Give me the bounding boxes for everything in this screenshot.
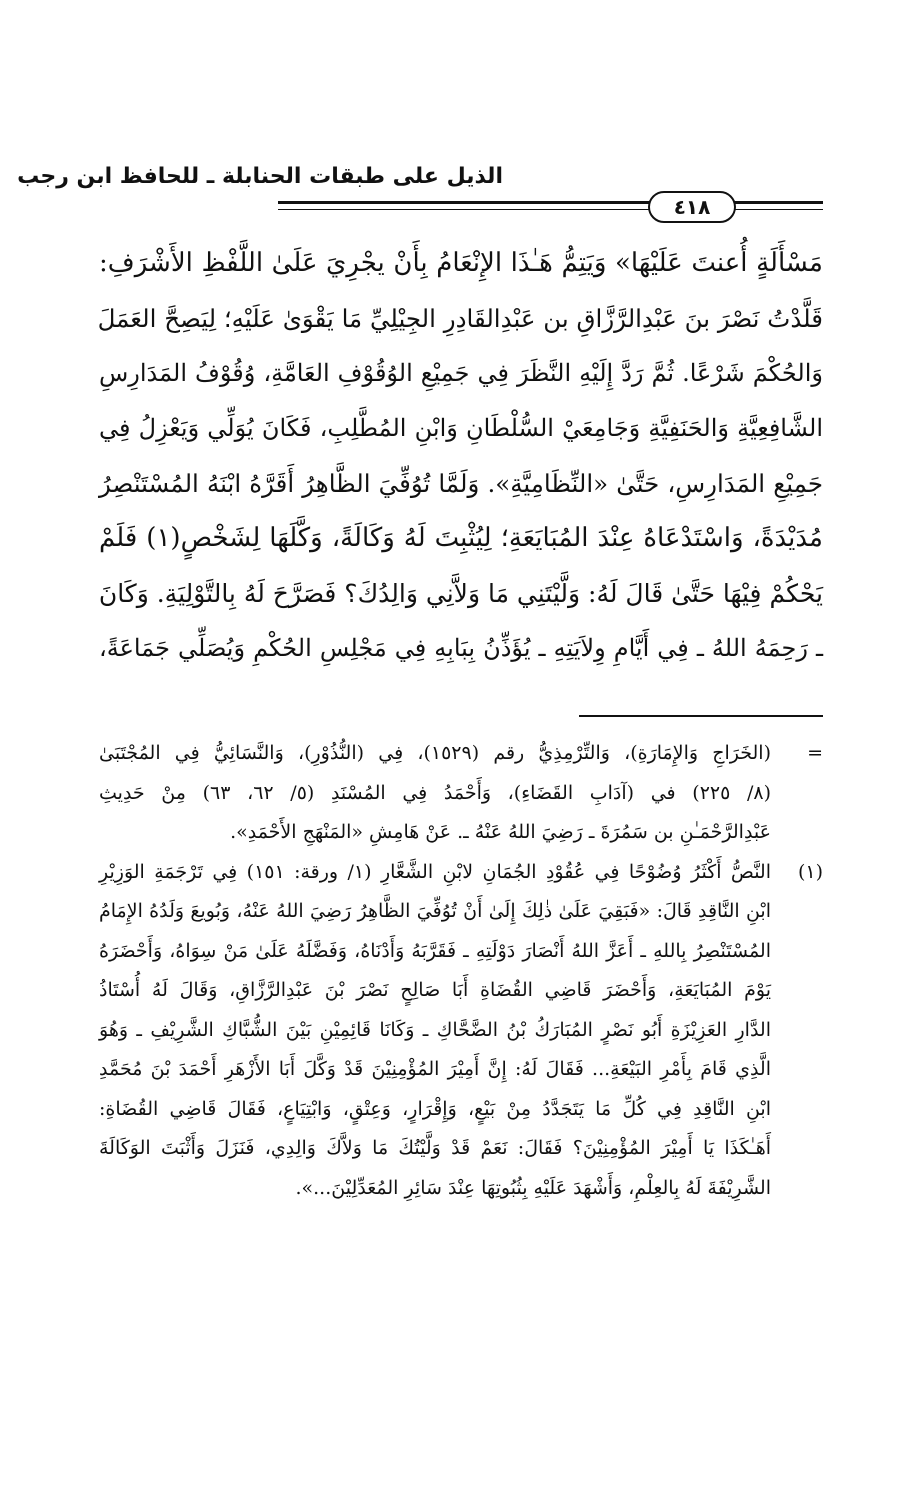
footnote-line — [99, 1090, 823, 1130]
footnote-text: عَبْدِالرَّحْمَـٰنِ بن سَمُرَةَ ـ رَضِيَ اللهُ عَنْهُ ـ. عَنْ هَامِشِ «المَنْهَجِ الأَحْمَدِ». — [230, 821, 771, 843]
footnote-line — [99, 971, 823, 1011]
main-text-line: ـ رَحِمَهُ اللهُ ـ فِي أَيَّامِ وِلاَيَتِهِ ـ يُؤَذِّنُ بِبَابِهِ فِي مَجْلِسِ الحُكْمِ وَيُصَلِّي جَمَاعَةً، — [99, 634, 823, 662]
main-text-line: مُدَيْدَةً، وَاسْتَدْعَاهُ عِنْدَ المُبَايَعَةِ؛ لِيُثْبِتَ لَهُ وَكَالَةً، وَكَّلَهَا لِشَخْصٍ(١) فَلَمْ — [99, 523, 823, 553]
main-text-line: قَلَّدْتُ نَصْرَ بنَ عَبْدِالرَّزَّاقِ بن عَبْدِالقَادِرِ الجِيْلِيِّ مَا يَقْوَىٰ عَلَيْهِ؛ لِيَصِحَّ العَمَلَ — [97, 304, 823, 333]
footnote-separator — [579, 715, 823, 717]
footnote-text: المُسْتَنْصِرُ بِاللهِ ـ أَعَزَّ اللهُ أَنْصَارَ دَوْلَتِهِ ـ فَقَرَّبَهُ وَأَدْنَاهُ، وَفَضَّلَهُ عَلَىٰ مَنْ سِوَاهُ، وَأَحْضَرَهُ — [99, 939, 771, 962]
footnote-line — [99, 734, 823, 774]
footnote-text: ابْنِ النَّاقِدِ فِي كُلِّ مَا يَتَجَدَّدُ مِنْ بَيْعٍ، وَإِقْرَارٍ، وَعِتْقٍ، وَابْتِيَاعٍ، فَقَالَ قَاضِي القُضَاةِ: — [99, 1097, 771, 1120]
footnote-text: ابْنِ النَّاقِدِ قَالَ: «فَبَقِيَ عَلَىٰ ذٰلِكَ إِلَىٰ أَنْ تُوُفِّيَ الظَّاهِرُ رَضِيَ اللهُ عَنْهُ، وَبُويعَ وَلَدُهُ الإِمَامُ — [99, 900, 771, 922]
main-text-line: يَحْكُمْ فِيْهَا حَتَّىٰ قَالَ لَهُ: وَلَّيْتَنِي مَا وَلاَّنِي وَالِدُكَ؟ فَصَرَّحَ لَهُ بِالتَّوْلِيَةِ. وَكَانَ — [98, 579, 823, 608]
main-text-line: جَمِيْعِ المَدَارِسِ، حَتَّىٰ «النِّظَامِيَّةِ». وَلَمَّا تُوُفِّيَ الظَّاهِرُ أَقَرَّهُ ابْنَهُ المُسْتَنْصِرُ — [99, 469, 823, 498]
footnote-line — [99, 774, 823, 814]
footnotes — [99, 734, 823, 1208]
footnote-line — [99, 813, 823, 853]
footnote-continuation-marker: = — [807, 742, 823, 764]
footnote-line — [99, 853, 823, 893]
footnote-text: الشَّرِيْفَةَ لَهُ بِالعِلْمِ، وَأَشْهَدَ عَلَيْهِ بِثُبُوتِهَا عِنْدَ سَائِرِ المُعَدِّلِيْنَ...». — [295, 1176, 771, 1199]
footnote-line — [99, 1129, 823, 1169]
page-number: ٤١٨ — [648, 191, 736, 223]
footnote-text: أَهَـٰكَذَا يَا أَمِيْرَ المُؤْمِنِيْنَ؟ فَقَالَ: نَعَمْ قَدْ وَلَّيْتُكَ مَا وَلاَّكَ وَالِدِي، فَنَزَلَ وَأَثْبَتَ الوَكَالَةَ — [99, 1137, 771, 1159]
main-text-line: وَالحُكْمَ شَرْعًا. ثُمَّ رَدَّ إِلَيْهِ النَّظَرَ فِي جَمِيْعِ الوُقُوْفِ العَامَّةِ، وُقُوْفُ المَدَارِسِ — [99, 359, 823, 387]
footnote-line — [99, 1169, 823, 1209]
footnote-text: الَّذِي قَامَ بِأَمْرِ البَيْعَةِ... فَقَالَ لَهُ: إِنَّ أَمِيْرَ المُؤْمِنِيْنَ قَدْ وَكَّلَ أَبَا الأَزْهَرِ أَحْمَدَ بْنَ مُحَمَّدِ — [99, 1058, 771, 1080]
footnote-text: (٨/ ٢٢٥) في (آدَابِ القَضَاءِ)، وَأَحْمَدُ فِي المُسْنَدِ (٥/ ٦٢، ٦٣) مِنْ حَدِيثِ — [99, 781, 771, 804]
footnote-number: (١) — [797, 860, 823, 883]
footnote-text: الدَّارِ العَزِيْزَةِ أَبُو نَصْرٍ المُبَارَكُ بْنُ الضَّحَّاكِ ـ وَكَانَا قَائِمِيْنِ بَيْنَ الشُّبَّاكِ الشَّرِيْفِ ـ وَهُوَ — [99, 1018, 771, 1041]
footnote-line — [99, 932, 823, 972]
header-rule-left-thin — [738, 209, 822, 210]
running-title: الذيل على طبقات الحنابلة ـ للحافظ ابن رجب — [17, 164, 503, 189]
footnote-text: (الخَرَاجِ وَالإِمَارَةِ)، وَالتِّرْمِذِيُّ رقم (١٥٢٩)، فِي (النُّذُوْرِ)، وَالنَّسَائِيُّ فِي المُجْتَبَىٰ — [99, 742, 771, 764]
header-rule-left-thick — [738, 201, 822, 204]
footnote-text: يَوْمَ المُبَايَعَةِ، وَأَحْضَرَ قَاضِي القُضَاةِ أَبَا صَالِحٍ نَصْرَ بْنَ عَبْدِالرَّزَّاقِ، وَقَالَ لَهُ أُسْتَاذُ — [99, 979, 771, 1001]
main-text-line: الشَّافِعِيَّةِ وَالحَنَفِيَّةِ وَجَامِعَيْ السُّلْطَانِ وَابْنِ المُطَّلِبِ، فَكَانَ يُوَلِّي وَيَعْزِلُ فِي — [99, 414, 823, 442]
footnote-line — [99, 892, 823, 932]
main-text — [99, 236, 823, 676]
footnote-text: النَّصُّ أَكْثَرُ وُضُوْحًا فِي عُقُوْدِ الجُمَانِ لابْنِ الشَّعَّارِ (١/ ورقة: ١٥١) فِي تَرْجَمَةِ الوَزِيْرِ — [99, 860, 771, 883]
footnote-line — [99, 1050, 823, 1090]
footnote-line — [99, 1011, 823, 1051]
main-text-line: مَسْأَلَةٍ أُعنتَ عَلَيْهَا» وَيَتِمُّ هَـٰذَا الإِنْعَامُ بِأَنْ يجْرِيَ عَلَىٰ اللَّفْظِ الأَشْرَفِ: — [99, 248, 823, 278]
